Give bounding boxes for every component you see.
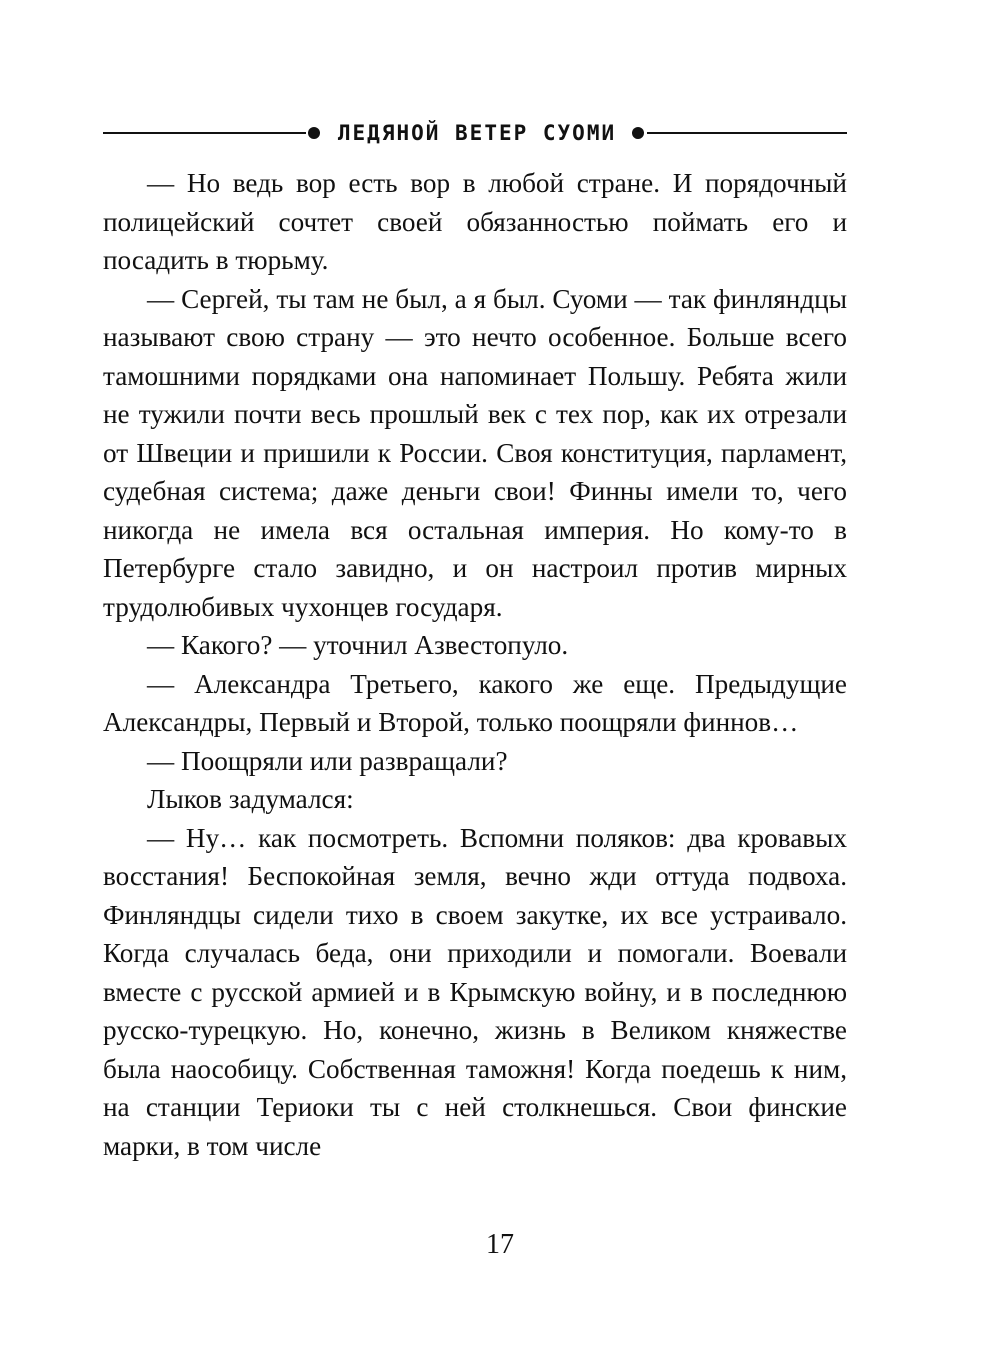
header-rule-right	[647, 132, 847, 134]
paragraph: Лыков задумался:	[147, 784, 354, 814]
header-bullet-left	[308, 127, 320, 139]
paragraph: — Александра Третьего, какого же еще. Предыдущие Александры, Первый и Второй, только поощряли финнов…	[103, 668, 847, 737]
running-title: ЛЕДЯНОЙ ВЕТЕР СУОМИ	[337, 121, 617, 145]
paragraph: — Ну… как посмотреть. Вспомни поляков: два кровавых восстания! Беспокойная земля, вечно жди оттуда подвоха. Финляндцы сидели тихо в своем закутке, их все устраивало. Когда случалась беда, они приходили и помогали. Воевали вместе с русской армией и в Крымскую войну, и в последнюю русско-турецкую. Но, конечно, жизнь в Великом княжестве была наособицу. Собственная таможня! Когда поедешь к ним, на станции Териоки ты с ней столкнешься. Свои финские марки, в том числе	[103, 822, 847, 1161]
page-number: 17	[486, 1229, 514, 1260]
paragraph: — Какого? — уточнил Азвестопуло.	[147, 630, 569, 660]
paragraph: — Сергей, ты там не был, а я был. Суоми — так финляндцы называют свою страну — это нечто особенное. Больше всего тамошними порядками она напоминает Польшу. Ребята жили не тужили почти весь прошлый век с тех пор, как их отрезали от Швеции и пришили к России. Своя конституция, парламент, судебная система; даже деньги свои! Финны имели то, чего никогда не имела вся остальная империя. Но кому-то в Петербурге стало завидно, и он настроил против мирных трудолюбивых чухонцев государя.	[103, 283, 847, 622]
header-rule-left	[103, 132, 306, 134]
paragraph: — Но ведь вор есть вор в любой стране. И порядочный полицейский сочтет своей обязанностью поймать его и посадить в тюрьму.	[103, 168, 847, 275]
running-header	[103, 118, 847, 148]
body-text	[103, 164, 847, 1165]
header-bullet-right	[632, 127, 644, 139]
paragraph: — Поощряли или развращали?	[147, 745, 508, 776]
